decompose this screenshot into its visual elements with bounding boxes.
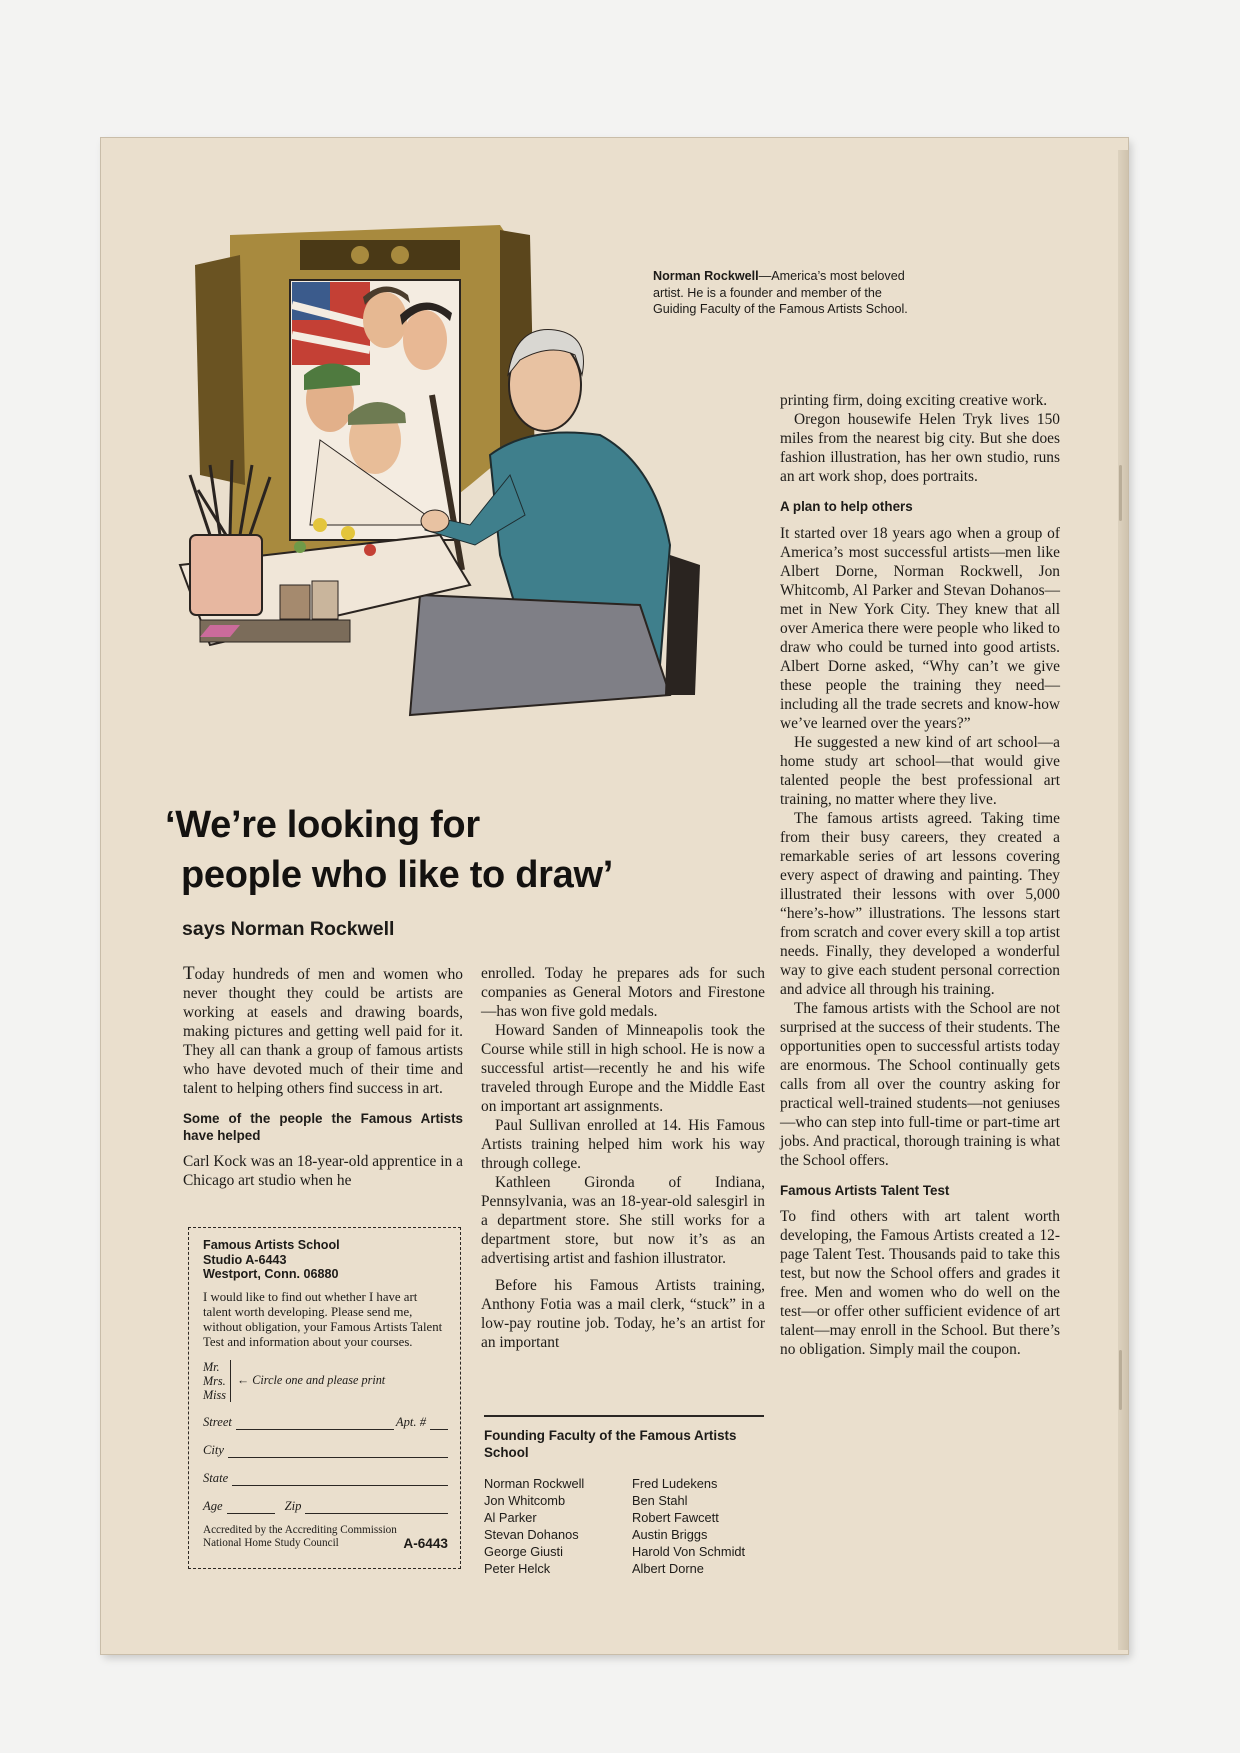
coupon-footer xyxy=(203,1524,448,1550)
intro-paragraph xyxy=(183,964,463,1098)
faculty-name: Albert Dorne xyxy=(632,1561,704,1576)
faculty-name: Norman Rockwell xyxy=(484,1476,585,1491)
title-mr[interactable]: Mr. xyxy=(203,1359,220,1374)
paragraph: Carl Kock was an 18-year-old apprentice in a Chicago art studio when he xyxy=(183,1153,463,1189)
paragraph: It started over 18 years ago when a group of America’s most successful artists—men like Albert Dorne, Norman Rockwell, Jon Whitcomb, Al Parker and Stevan Dohanos—met in New York City. They knew that all over America there were people who liked to draw who could be turned into good artists. Albert Dorne asked, “Why can’t we give these people the training they need—including all the trade secrets and know-how we’ve learned over the years?” xyxy=(780,524,1060,732)
paragraph: enrolled. Today he prepares ads for such companies as General Motors and Firestone—has won five gold medals. xyxy=(481,965,765,1020)
state-line[interactable] xyxy=(232,1473,448,1486)
age-zip-field[interactable] xyxy=(203,1499,448,1514)
headline xyxy=(165,800,725,900)
headline-line-2: people who like to draw’ xyxy=(181,854,613,896)
paragraph: The famous artists agreed. Taking time from their busy careers, they created a remarkable series of art lessons covering every aspect of drawing and painting. They illustrated their lessons with over 5,000 “here’s-how” illustrations. The lessons start from scratch and cover every skill a top artist needs. Finally, they developed a wonderful way to give each student personal correction and advice all through his training. xyxy=(780,809,1060,998)
city-field[interactable] xyxy=(203,1443,448,1458)
age-label: Age xyxy=(203,1498,223,1513)
coupon-address-line: Studio A-6443 xyxy=(203,1252,287,1267)
faculty-name: Stevan Dohanos xyxy=(484,1527,579,1542)
state-field[interactable] xyxy=(203,1471,448,1486)
page-edge xyxy=(1118,150,1128,1650)
intro-text: oday hundreds of men and women who never thought they could be artists are working at easels and drawing boards, making pictures and getting well paid for it. They all can thank a group of famous artists who have devoted much of their time and talent to helping others find success in art. xyxy=(183,966,463,1097)
headline-byline: says Norman Rockwell xyxy=(182,918,395,940)
headline-line-1: ‘We’re looking for xyxy=(165,804,480,846)
coupon-circle-instruction: ← Circle one and please print xyxy=(237,1373,386,1387)
street-label: Street xyxy=(203,1414,232,1429)
faculty-name: Fred Ludekens xyxy=(632,1476,718,1491)
faculty-name: Peter Helck xyxy=(484,1561,551,1576)
section-heading: Some of the people the Famous Artists have helped xyxy=(183,1111,463,1143)
city-label: City xyxy=(203,1442,224,1457)
coupon-title-choice[interactable] xyxy=(203,1360,448,1402)
faculty-heading: Founding Faculty of the Famous Artists School xyxy=(484,1428,737,1460)
faculty-list xyxy=(484,1475,774,1577)
faculty-name: George Giusti xyxy=(484,1544,563,1559)
street-field[interactable] xyxy=(203,1415,448,1430)
coupon-request-text: I would like to find out whether I have art talent worth developing. Please send me, without obligation, your Famous Artists Talent Test and information about your courses. xyxy=(203,1289,443,1349)
city-line[interactable] xyxy=(228,1445,448,1458)
coupon-address-line: Famous Artists School xyxy=(203,1238,340,1252)
mail-in-coupon[interactable] xyxy=(188,1227,461,1569)
coupon-title-options[interactable] xyxy=(203,1360,231,1402)
title-miss[interactable]: Miss xyxy=(203,1387,227,1402)
faculty-name: Robert Fawcett xyxy=(632,1510,719,1525)
title-mrs[interactable]: Mrs. xyxy=(203,1373,226,1388)
faculty-name: Al Parker xyxy=(484,1510,537,1525)
divider xyxy=(484,1415,764,1417)
coupon-address xyxy=(203,1238,448,1282)
faculty-name: Harold Von Schmidt xyxy=(632,1544,746,1559)
faculty-name: Jon Whitcomb xyxy=(484,1493,566,1508)
body-column-1 xyxy=(183,964,463,1190)
paragraph: The famous artists with the School are not surprised at the success of their students. The opportunities open to successful artists today are enormous. The School continually gets calls from all over the country asking for practical well-trained students—not geniuses—who can step into full-time or part-time art jobs. And practical, thorough training is what the School offers. xyxy=(780,999,1060,1169)
paragraph: To find others with art talent worth developing, the Famous Artists created a 12-page Talent Test. Thousands paid to take this test, but now the School offers and grades it free. Men and women who do well on the test—or offer other sufficient evidence of art talent—may enroll in the School. But there’s no obligation. Simply mail the coupon. xyxy=(780,1208,1060,1358)
illustration-caption xyxy=(653,268,913,318)
zip-label: Zip xyxy=(284,1498,302,1513)
caption-name: Norman Rockwell xyxy=(653,269,759,283)
paragraph: Paul Sullivan enrolled at 14. His Famous Artists training helped him work his way through college. xyxy=(481,1117,765,1172)
section-heading: Famous Artists Talent Test xyxy=(780,1182,950,1198)
zip-line[interactable] xyxy=(305,1501,448,1514)
paragraph: Howard Sanden of Minneapolis took the Course while still in high school. He is now a successful artist—recently he and his wife traveled through Europe and the Middle East on important art assignments. xyxy=(481,1022,765,1115)
body-column-2 xyxy=(481,964,765,1352)
accreditation-text xyxy=(203,1524,397,1550)
paragraph: He suggested a new kind of art school—a home study art school—that would give talented people the best professional art training, no matter where they live. xyxy=(780,733,1060,808)
coupon-address-line: Westport, Conn. 06880 xyxy=(203,1267,339,1281)
state-label: State xyxy=(203,1470,229,1485)
body-column-3 xyxy=(780,391,1060,1359)
street-line[interactable] xyxy=(236,1417,394,1430)
paragraph: Before his Famous Artists training, Anthony Fotia was a mail clerk, “stuck” in a low-pay routine job. Today, he’s an artist for an important xyxy=(481,1277,765,1351)
coupon-code: A-6443 xyxy=(403,1535,448,1551)
staple-mark xyxy=(1119,465,1122,521)
caption-text: —America’s most beloved artist. He is a founder and member of the Guiding Faculty of the Famous Artists School. xyxy=(653,269,908,316)
paragraph: printing firm, doing exciting creative work. xyxy=(780,392,1048,409)
age-line[interactable] xyxy=(227,1501,275,1514)
accreditation-line: Accredited by the Accrediting Commission xyxy=(203,1523,397,1536)
apt-line[interactable] xyxy=(430,1417,448,1430)
accreditation-line: National Home Study Council xyxy=(203,1536,339,1549)
paragraph: Kathleen Gironda of Indiana, Pennsylvania, was an 18-year-old salesgirl in a department store. She still works for a department store, but now it’s as an advertising artist and fashion illustrator. xyxy=(481,1174,765,1267)
apt-label: Apt. # xyxy=(395,1414,426,1429)
staple-mark xyxy=(1119,1350,1122,1410)
section-heading: A plan to help others xyxy=(780,499,913,514)
faculty-name: Austin Briggs xyxy=(632,1527,708,1542)
paragraph: Oregon housewife Helen Tryk lives 150 miles from the nearest big city. But she does fashion illustration, has her own studio, runs an art work shop, does portraits. xyxy=(780,411,1060,485)
faculty-name: Ben Stahl xyxy=(632,1493,688,1508)
intro-initial: T xyxy=(183,963,195,984)
